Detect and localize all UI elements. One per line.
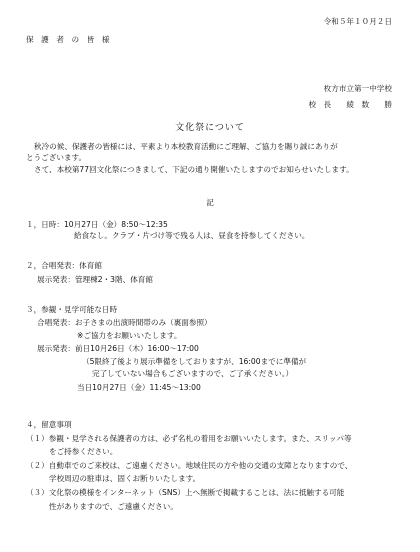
section-1-note: 給食なし。クラブ・片づけ等で残る人は、昼食を持参してください。 bbox=[74, 231, 310, 240]
section-3-exhibit: 展示発表：前日10月26日（木）16:00～17:00 bbox=[37, 344, 199, 353]
section-3-exhibit-note-1: （5限終了後より展示準備をしておりますが、16:00までに準備が bbox=[82, 357, 307, 366]
ki-heading: 記 bbox=[206, 198, 214, 207]
section-1-heading: １，日時：10月27日（金）8:50～12:35 bbox=[26, 220, 168, 229]
section-4-item-1-line-2: をご持参ください。 bbox=[49, 447, 118, 456]
greeting-line-3: さて、本校第77回文化祭につきまして、下記の通り開催いたしますのでお知らせいたします。 bbox=[34, 165, 354, 174]
section-4-item-2-line-2: 学校周辺の駐車は、固くお断りいたします。 bbox=[49, 474, 201, 483]
section-3-chorus-note: ※ご協力をお願いいたします。 bbox=[77, 331, 182, 340]
recipient-line: 保 護 者 の 皆 様 bbox=[26, 35, 110, 44]
greeting-line-2: とうございます。 bbox=[26, 153, 87, 162]
section-4-item-3-line-2: 性がありますので、ご遠慮ください。 bbox=[49, 502, 178, 511]
document-title: 文化祭について bbox=[175, 123, 245, 133]
section-3-exhibit-note-2: 完了していない場合もございますので、ご了承ください。） bbox=[92, 369, 294, 378]
section-3-chorus: 合唱発表：お子さまの出演時間帯のみ（裏面参照） bbox=[37, 318, 212, 327]
document-date: 令和５年１０月２日 bbox=[323, 17, 392, 26]
section-3-same-day: 当日10月27日（金）11:45～13:00 bbox=[77, 383, 201, 392]
section-4-item-1-line-1: （１）参観・見学される保護者の方は、必ず名札の着用をお願いいたします。また、スリッパ等 bbox=[26, 434, 352, 443]
school-name: 枚方市立第一中学校 bbox=[323, 84, 392, 93]
section-2-exhibit: 展示発表：管理棟2・3階、体育館 bbox=[37, 275, 153, 284]
section-2-heading: ２，合唱発表：体育館 bbox=[26, 261, 102, 270]
section-4-item-3-line-1: （３）文化祭の模様をインターネット（SNS）上へ無断で掲載することは、法に抵触する可能 bbox=[26, 488, 345, 497]
section-4-item-2-line-1: （２）自動車でのご来校は、ご遠慮ください。地域住民の方や他の交通の支障となりますので、 bbox=[26, 461, 353, 470]
section-4-heading: ４，留意事項 bbox=[26, 420, 72, 429]
section-3-heading: ３，参観・見学可能な日時 bbox=[26, 305, 118, 314]
greeting-line-1: 秋冷の候、保護者の皆様には、平素より本校教育活動にご理解、ご協力を賜り誠にありが bbox=[34, 142, 338, 151]
principal-name: 校 長 綾 数 勝 bbox=[308, 100, 392, 109]
